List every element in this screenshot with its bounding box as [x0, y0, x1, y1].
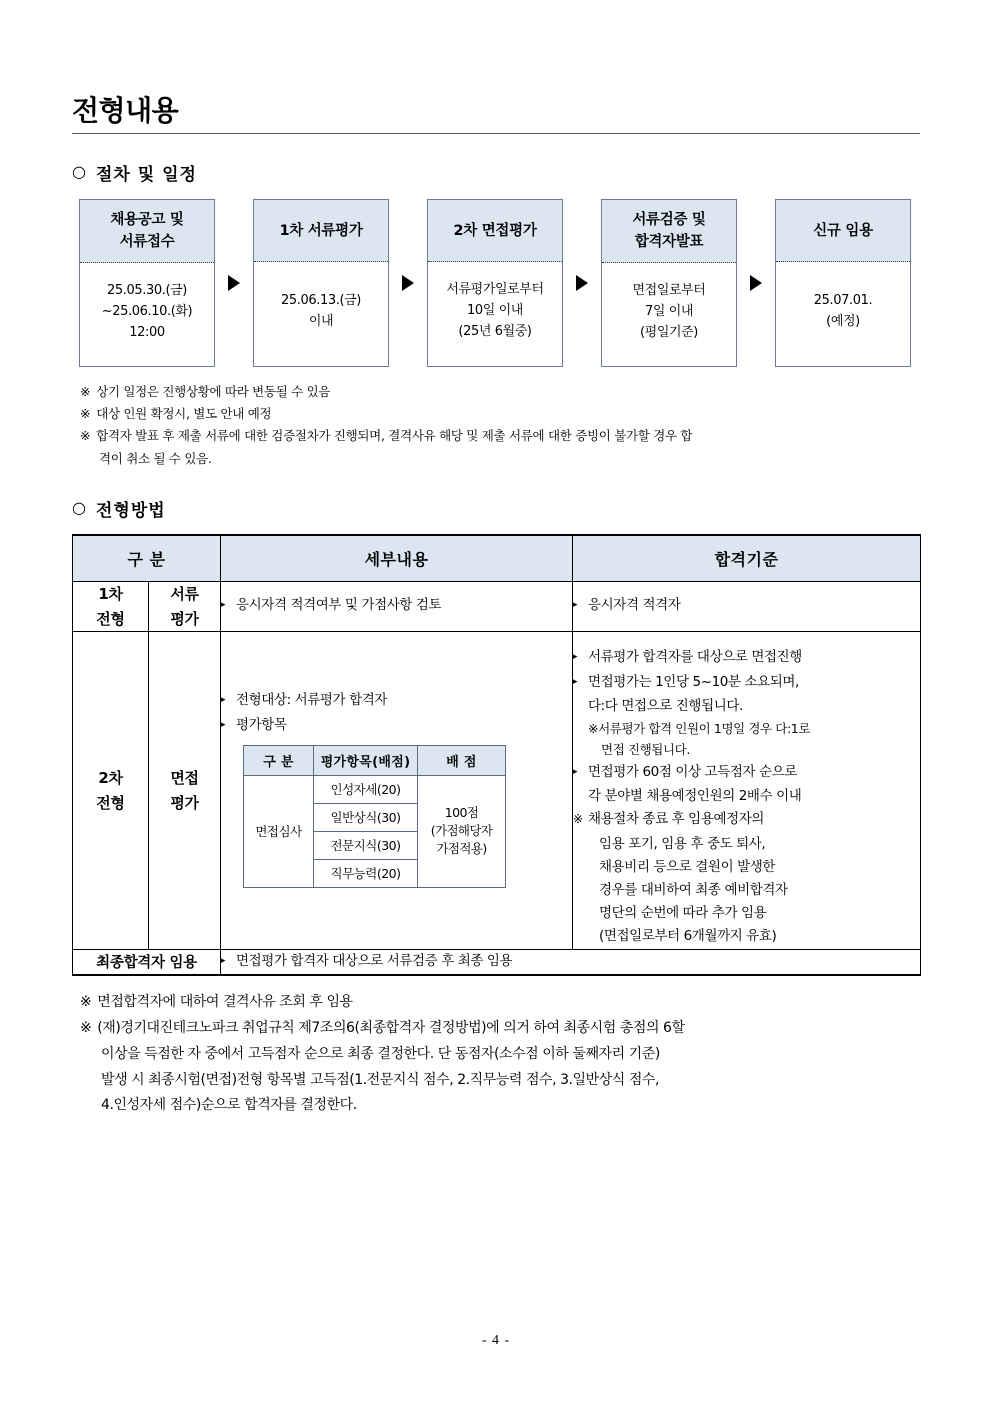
- flow-step-1: [79, 199, 215, 367]
- flow-step-3: [427, 199, 563, 367]
- list-item: [573, 594, 920, 617]
- list-item: [573, 646, 920, 669]
- final-appointment-text: 면접평가 합격자 대상으로 서류검증 후 최종 임용: [236, 952, 513, 969]
- footer-note-1: [80, 990, 936, 1016]
- flow-step-2-header: [254, 200, 388, 262]
- stage1-type-line1: 서류: [170, 584, 199, 603]
- section-heading-schedule: [72, 160, 920, 185]
- flow-step-5-body: [776, 262, 910, 366]
- scoring-total-line1: 100점: [444, 805, 479, 821]
- criteria-line-5: 면접 진행됩니다.: [601, 742, 690, 758]
- schedule-note-2: [80, 403, 920, 425]
- flow-arrow-3: [563, 199, 601, 367]
- stage2-label: [73, 632, 149, 949]
- scoring-table-wrapper: [243, 745, 572, 888]
- scoring-total: [418, 775, 506, 887]
- bullet-triangle-icon: ▸: [573, 676, 578, 687]
- flow-step-1-date1: 25.05.30.(금): [107, 282, 187, 298]
- note-mark-icon: ※: [80, 428, 91, 444]
- flow-step-4-header-line2: 합격자발표: [634, 234, 704, 251]
- bullet-triangle-icon: ▸: [573, 766, 578, 777]
- flow-step-3-header: [428, 200, 562, 262]
- stage1-line2: 전형: [96, 609, 125, 628]
- footer-note-2-cont-1: 이상을 득점한 자 중에서 고득점자 순으로 최종 결정한다. 단 동점자(소수점 이하 둘째자리 기준): [101, 1045, 660, 1062]
- scoring-item-2: 일반상식(30): [314, 803, 418, 831]
- flow-step-5-date2: (예정): [826, 313, 860, 329]
- criteria-line-4: ※서류평가 합격 인원이 1명일 경우 다:1로: [588, 720, 810, 736]
- flow-step-1-body: [80, 263, 214, 366]
- scoring-total-line2: (가점해당자: [430, 823, 493, 839]
- final-appointment-details: [221, 949, 921, 975]
- flow-step-1-header-line1: 채용공고 및: [110, 211, 184, 228]
- stage2-type: [149, 632, 221, 949]
- bullet-triangle-icon: ▸: [573, 600, 578, 611]
- flow-step-3-body: [428, 262, 562, 366]
- scoring-item-1: 인성자세(20): [314, 775, 418, 803]
- stage1-criteria: [573, 581, 921, 632]
- flow-step-2-body: [254, 262, 388, 366]
- final-appointment-label: 최종합격자 임용: [73, 949, 221, 975]
- criteria-line-7: 각 분야별 채용예정인원의 2배수 이내: [588, 788, 802, 805]
- table-row-stage2: [73, 632, 921, 949]
- stage2-line1: 2차: [98, 768, 123, 787]
- flow-step-4-date1: 면접일로부터: [632, 282, 706, 298]
- section-heading-method: [72, 496, 920, 521]
- flow-step-1-header-line2: 서류접수: [119, 234, 175, 251]
- header-criteria: 합격기준: [573, 535, 921, 582]
- criteria-line-11: 경우를 대비하여 최종 예비합격자: [599, 882, 788, 899]
- flow-step-4-date3: (평일기준): [640, 324, 698, 340]
- stage1-line1: 1차: [98, 584, 123, 603]
- flow-step-1-date3: 12:00: [129, 324, 165, 340]
- schedule-notes: [80, 381, 920, 470]
- note-mark-icon: ※: [80, 993, 92, 1010]
- schedule-note-3-continuation: 격이 취소 될 수 있음.: [99, 450, 212, 466]
- criteria-line-1: 서류평가 합격자를 대상으로 면접진행: [588, 649, 802, 666]
- stage1-type-line2: 평가: [170, 609, 199, 628]
- criteria-line-3: 다:다 면접으로 진행됩니다.: [588, 697, 743, 714]
- table-header-row: [73, 535, 921, 582]
- schedule-note-2-text: 대상 인원 확정시, 별도 안내 예정: [96, 406, 272, 422]
- selection-method-table: [72, 534, 921, 976]
- list-item: [573, 671, 920, 694]
- flow-step-4-header: [602, 200, 736, 263]
- list-item: [221, 950, 920, 973]
- header-division: 구 분: [73, 535, 221, 582]
- stage1-criteria-text: 응시자격 적격자: [588, 597, 681, 614]
- footer-note-2-text: (재)경기대진테크노파크 취업규칙 제7조의6(최종합격자 결정방법)에 의거 하여 최종시험 총점의 6할: [97, 1019, 685, 1036]
- bullet-triangle-icon: ▸: [221, 695, 226, 706]
- triangle-right-icon: [228, 275, 240, 291]
- flow-step-5-header: [776, 200, 910, 262]
- scoring-category: 면접심사: [244, 775, 314, 887]
- footer-note-1-text: 면접합격자에 대하여 결격사유 조회 후 임용: [97, 993, 353, 1010]
- circle-bullet-icon: ○: [72, 162, 87, 182]
- page-title: 전형내용: [72, 94, 179, 127]
- list-item: [221, 594, 572, 617]
- bullet-triangle-icon: ▸: [221, 955, 226, 966]
- flow-step-3-date1: 서류평가일로부터: [446, 282, 544, 298]
- flow-step-5-header-line1: 신규 임용: [813, 222, 873, 239]
- criteria-line-2: 면접평가는 1인당 5~10분 소요되며,: [588, 673, 799, 690]
- scoring-header-division: 구 분: [244, 745, 314, 775]
- section-heading-method-label: 전형방법: [95, 500, 166, 521]
- flow-arrow-2: [389, 199, 427, 367]
- flow-step-1-header: [80, 200, 214, 263]
- scoring-header-item: 평가항목(배점): [314, 745, 418, 775]
- scoring-header-points: 배 점: [418, 745, 506, 775]
- footer-note-2-cont-2: 발생 시 최종시험(면접)전형 항목별 고득점(1.전문지식 점수, 2.직무능력 점수, 3.일반상식 점수,: [101, 1071, 659, 1088]
- list-item: [573, 808, 920, 831]
- note-mark-icon: ※: [573, 812, 583, 827]
- scoring-total-line3: 가점적용): [436, 841, 487, 857]
- title-divider: [72, 133, 920, 134]
- flow-step-4-body: [602, 263, 736, 366]
- stage2-details: [221, 632, 573, 949]
- criteria-line-9: 임용 포기, 임용 후 중도 퇴사,: [599, 835, 766, 852]
- flow-step-2: [253, 199, 389, 367]
- scoring-table: [243, 745, 506, 888]
- flow-step-4: [601, 199, 737, 367]
- triangle-right-icon: [402, 275, 414, 291]
- stage2-detail-items: 평가항목: [236, 716, 287, 733]
- flow-step-2-header-line1: 1차 서류평가: [279, 222, 363, 239]
- schedule-note-1-text: 상기 일정은 진행상황에 따라 변동될 수 있음: [96, 383, 331, 399]
- stage2-detail-target: 전형대상: 서류평가 합격자: [236, 692, 387, 709]
- circle-bullet-icon: ○: [72, 498, 87, 518]
- stage2-type-line2: 평가: [170, 793, 199, 812]
- bullet-triangle-icon: ▸: [221, 600, 226, 611]
- stage1-label: [73, 581, 149, 632]
- bullet-triangle-icon: ▸: [221, 719, 226, 730]
- flow-arrow-1: [215, 199, 253, 367]
- flow-step-3-date3: (25년 6월중): [458, 324, 532, 340]
- scoring-row-1: [244, 775, 506, 803]
- stage1-type: [149, 581, 221, 632]
- method-footer-notes: [80, 990, 936, 1119]
- criteria-line-8: 채용절차 종료 후 임용예정자의: [588, 811, 765, 828]
- bullet-triangle-icon: ▸: [573, 652, 578, 663]
- note-mark-icon: ※: [80, 1019, 92, 1036]
- schedule-note-3: [80, 425, 920, 447]
- criteria-line-13: (면접일로부터 6개월까지 유효): [599, 928, 777, 945]
- note-mark-icon: ※: [80, 383, 91, 399]
- table-row-stage1: [73, 581, 921, 632]
- footer-note-2: [80, 1016, 936, 1042]
- flow-step-3-date2: 10일 이내: [467, 303, 523, 319]
- stage1-details: [221, 581, 573, 632]
- page-number: - 4 -: [481, 1333, 511, 1348]
- flow-arrow-4: [737, 199, 775, 367]
- criteria-line-10: 채용비리 등으로 결원이 발생한: [599, 858, 776, 875]
- flow-step-5-date1: 25.07.01.: [813, 292, 873, 308]
- flow-step-1-date2: ~25.06.10.(화): [101, 303, 193, 319]
- schedule-note-3-text: 합격자 발표 후 제출 서류에 대한 검증절차가 진행되며, 결격사유 해당 및 제출 서류에 대한 증빙이 불가할 경우 합: [96, 428, 693, 444]
- stage2-criteria: [573, 632, 921, 949]
- list-item: [573, 761, 920, 784]
- header-details: 세부내용: [221, 535, 573, 582]
- list-item: [221, 689, 572, 712]
- scoring-header-row: [244, 745, 506, 775]
- stage2-type-line1: 면접: [170, 768, 199, 787]
- flow-step-5: [775, 199, 911, 367]
- triangle-right-icon: [576, 275, 588, 291]
- process-flow-diagram: [79, 199, 920, 367]
- flow-step-4-date2: 7일 이내: [644, 303, 694, 319]
- criteria-line-12: 명단의 순번에 따라 추가 임용: [599, 905, 767, 922]
- triangle-right-icon: [750, 275, 762, 291]
- flow-step-2-date1: 25.06.13.(금): [281, 292, 361, 308]
- schedule-note-1: [80, 381, 920, 403]
- note-mark-icon: ※: [80, 406, 91, 422]
- flow-step-4-header-line1: 서류검증 및: [632, 211, 706, 228]
- flow-step-2-date2: 이내: [308, 313, 334, 329]
- table-row-final: [73, 949, 921, 975]
- flow-step-3-header-line1: 2차 면접평가: [453, 222, 537, 239]
- stage1-detail-text: 응시자격 적격여부 및 가점사항 검토: [236, 597, 442, 614]
- scoring-item-4: 직무능력(20): [314, 859, 418, 887]
- footer-note-2-cont-3: 4.인성자세 점수)순으로 합격자를 결정한다.: [101, 1097, 357, 1114]
- list-item: [221, 714, 572, 737]
- criteria-line-6: 면접평가 60점 이상 고득점자 순으로: [588, 763, 797, 780]
- stage2-line2: 전형: [96, 793, 125, 812]
- scoring-item-3: 전문지식(30): [314, 831, 418, 859]
- section-heading-label: 절차 및 일정: [95, 164, 197, 185]
